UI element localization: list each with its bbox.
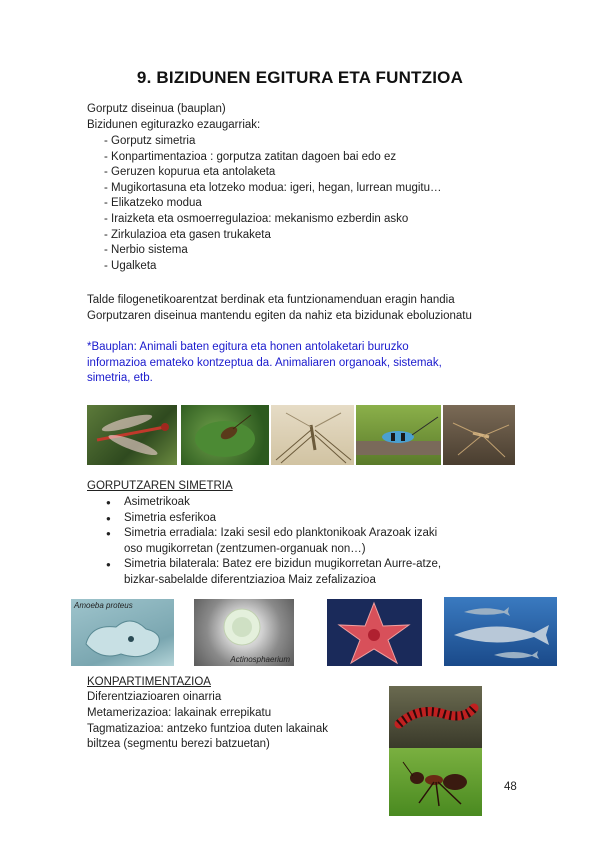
feature-item: - Geruzen kopurua eta antolaketa (104, 166, 276, 179)
cranefly-photo (271, 405, 354, 465)
dragonfly-photo (87, 405, 177, 465)
symmetry-heading: GORPUTZAREN SIMETRIA (87, 480, 233, 492)
note-line: informazioa emateko kontzeptua da. Animaliaren organoak, sistemak, (87, 356, 442, 369)
starfish-photo (327, 599, 422, 666)
note-line: simetria, etb. (87, 372, 153, 385)
ant-icon (389, 748, 482, 816)
page-number: 48 (504, 781, 517, 793)
para-line-2: Gorputzaren diseinua mantendu egiten da nahiz eta bizidunak eboluzionatu (87, 310, 472, 322)
millipede-photo (389, 686, 482, 748)
amoeba-label: Amoeba proteus (74, 601, 133, 610)
page-title: 9. BIZIDUNEN EGITURA ETA FUNTZIOA (136, 68, 464, 87)
symmetry-item: ● Simetria bilaterala: Batez ere bizidun mugikorretan Aurre-atze, bizkar-sabelalde diferentziazioa Maiz zefalizazioa (104, 557, 484, 588)
beetle-icon (181, 405, 269, 465)
compart-line: Diferentziazioaren oinarria (87, 691, 222, 703)
feature-item: - Zirkulazioa eta gasen trukaketa (104, 228, 271, 241)
water-strider-icon (443, 405, 515, 465)
feature-item: - Elikatzeko modua (104, 197, 202, 210)
water-strider-photo (443, 405, 515, 465)
dragonfly-icon (87, 405, 177, 465)
compart-heading: KONPARTIMENTAZIOA (87, 676, 211, 688)
symmetry-item: ● Simetria erradiala: Izaki sesil edo planktonikoak Arazoak izaki oso mugikorretan (zentzumen-organuak non…) (104, 526, 484, 557)
starfish-icon (327, 599, 422, 666)
feature-item: - Ugalketa (104, 259, 157, 272)
actinosphaerium-label: Actinosphaerium (230, 655, 290, 664)
intro-line-2: Bizidunen egiturazko ezaugarriak: (87, 119, 261, 131)
feature-item: - Gorputz simetria (104, 135, 196, 147)
ant-photo (389, 748, 482, 816)
compart-line: Metamerizazioa: lakainak errepikatu (87, 707, 272, 719)
symmetry-list (104, 495, 484, 589)
actinosphaerium-photo (194, 599, 294, 666)
compart-line: biltzea (segmentu berezi batzuetan) (87, 738, 270, 750)
amoeba-photo (71, 599, 174, 666)
intro-line-1: Gorputz diseinua (bauplan) (87, 103, 226, 115)
longhorn-beetle-icon (356, 405, 441, 465)
feature-item: - Konpartimentazioa : gorputza zatitan dagoen bai edo ez (104, 150, 397, 163)
tuna-icon (444, 597, 557, 666)
symmetry-item: ● Simetria esferikoa (104, 511, 484, 527)
tuna-photo (444, 597, 557, 666)
beetle-photo (181, 405, 269, 465)
feature-item: - Mugikortasuna eta lotzeko modua: igeri, hegan, lurrean mugitu… (104, 181, 442, 194)
feature-list (104, 134, 442, 274)
para-line-1: Talde filogenetikoarentzat berdinak eta funtzionamenduan eragin handia (87, 294, 455, 306)
compart-line: Tagmatizazioa: antzeko funtzioa duten lakainak (87, 723, 329, 735)
millipede-icon (389, 686, 482, 748)
longhorn-beetle-photo (356, 405, 441, 465)
feature-item: - Iraizketa eta osmoerregulazioa: mekanismo ezberdin asko (104, 212, 409, 225)
bauplan-note (87, 340, 442, 387)
symmetry-item: ● Asimetrikoak (104, 495, 484, 511)
note-line: *Bauplan: Animali baten egitura eta honen antolaketari buruzko (87, 341, 409, 353)
cranefly-icon (271, 405, 354, 465)
feature-item: - Nerbio sistema (104, 244, 188, 257)
